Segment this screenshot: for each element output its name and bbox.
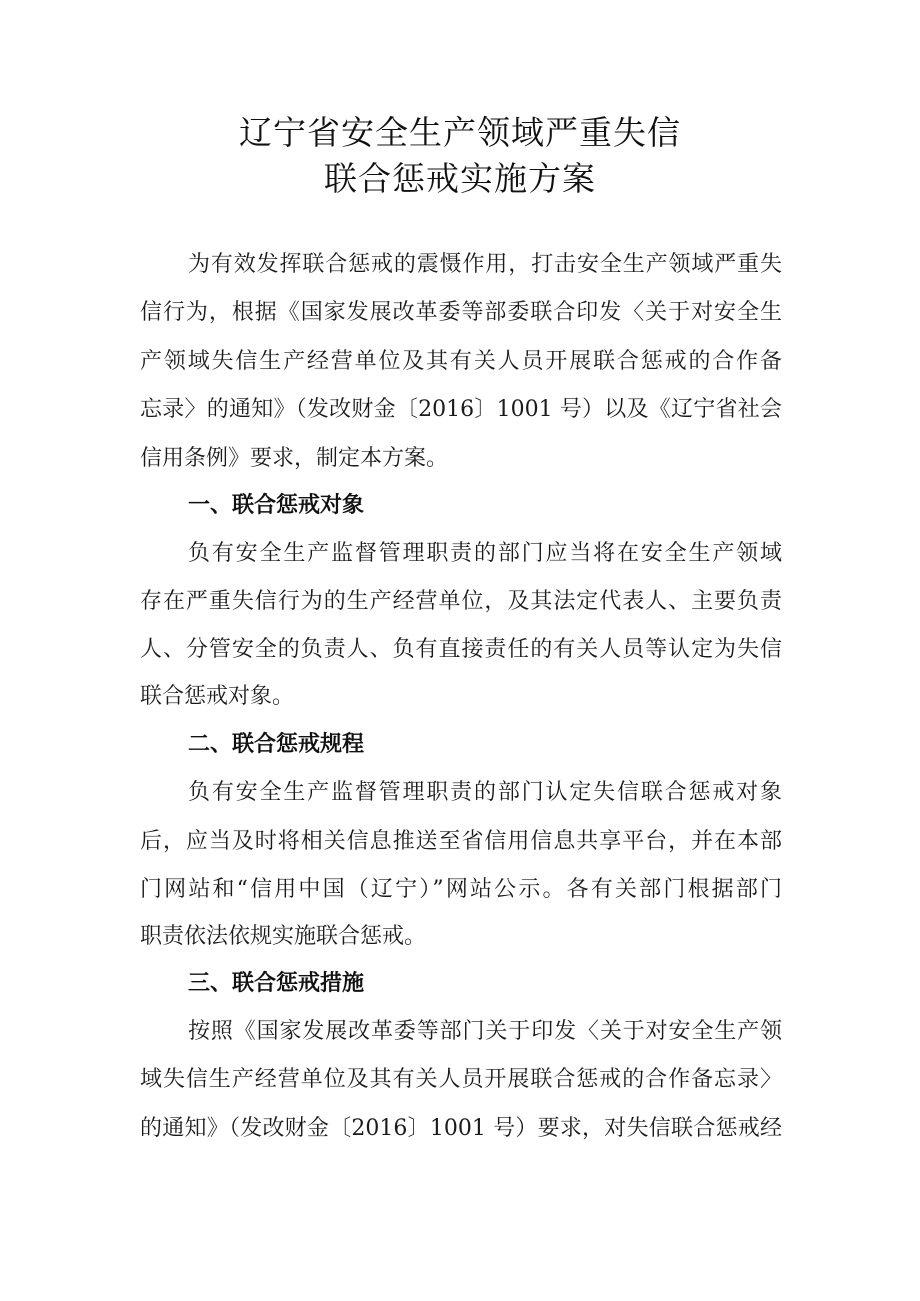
section-3-line-2: 域失信生产经营单位及其有关人员开展联合惩戒的合作备忘录〉 [140,1067,782,1092]
document-title-line-1: 辽宁省安全生产领域严重失信 [239,113,681,152]
intro-line-2: 信行为，根据《国家发展改革委等部委联合印发〈关于对安全生 [140,300,782,325]
intro-line-5: 信用条例》要求，制定本方案。 [140,446,449,471]
section-1-line-2: 存在严重失信行为的生产经营单位，及其法定代表人、主要负责 [140,589,782,614]
section-2-line-4: 职责依法依规实施联合惩戒。 [140,924,427,949]
section-3-line-3: 的通知》（发改财金〔2016〕1001 号）要求，对失信联合惩戒经 [140,1116,782,1141]
section-2-line-1: 负有安全生产监督管理职责的部门认定失信联合惩戒对象 [188,780,782,805]
intro-line-1: 为有效发挥联合惩戒的震慑作用，打击安全生产领域严重失 [188,252,782,277]
section-3-heading: 三、联合惩戒措施 [188,971,365,996]
section-1-line-3: 人、分管安全的负责人、负有直接责任的有关人员等认定为失信 [140,637,782,662]
section-2-heading: 二、联合惩戒规程 [188,732,365,757]
section-1-line-4: 联合惩戒对象。 [140,684,295,709]
section-2-line-2: 后，应当及时将相关信息推送至省信用信息共享平台，并在本部 [140,829,782,854]
intro-line-3: 产领域失信生产经营单位及其有关人员开展联合惩戒的合作备 [140,349,782,374]
section-1-line-1: 负有安全生产监督管理职责的部门应当将在安全生产领域 [188,541,782,566]
section-1-heading: 一、联合惩戒对象 [188,493,365,518]
section-3-line-1: 按照《国家发展改革委等部门关于印发〈关于对安全生产领 [188,1019,782,1044]
section-2-line-3: 门网站和“信用中国（辽宁）”网站公示。各有关部门根据部门 [140,877,782,902]
intro-line-4: 忘录〉的通知》（发改财金〔2016〕1001 号）以及《辽宁省社会 [140,397,782,422]
document-title-line-2: 联合惩戒实施方案 [324,159,596,198]
